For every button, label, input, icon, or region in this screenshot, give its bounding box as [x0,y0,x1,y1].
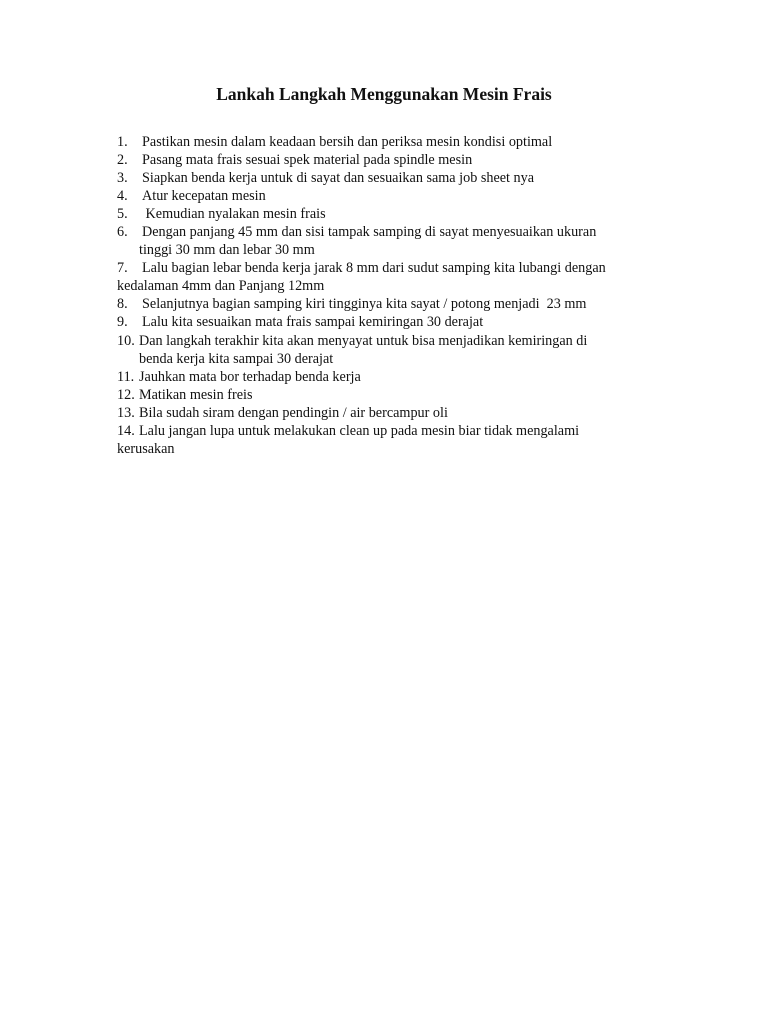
list-item [117,187,677,205]
list-item [117,404,677,422]
step-text: Matikan mesin freis [139,386,253,403]
step-number: 7. [117,260,128,277]
step-text: Selanjutnya bagian samping kiri tingginya kita sayat / potong menjadi 23 mm [142,296,587,313]
step-text: Atur kecepatan mesin [142,188,266,205]
list-item [117,133,677,151]
step-continuation: kerusakan [117,440,175,457]
step-number: 2. [117,152,128,169]
step-continuation: kedalaman 4mm dan Panjang 12mm [117,278,325,295]
step-text: Lalu jangan lupa untuk melakukan clean up pada mesin biar tidak mengalami [139,422,580,439]
step-text: Bila sudah siram dengan pendingin / air bercampur oli [139,404,448,421]
step-text: Pastikan mesin dalam keadaan bersih dan periksa mesin kondisi optimal [142,134,553,150]
step-continuation: tinggi 30 mm dan lebar 30 mm [139,242,315,259]
step-number: 3. [117,170,128,187]
list-item [117,205,677,223]
list-item [117,332,677,368]
list-item [117,151,677,169]
list-item [117,313,677,331]
step-number: 6. [117,224,128,241]
list-item [117,169,677,187]
step-number: 10. [117,332,135,349]
step-number: 11. [117,368,135,385]
step-number: 4. [117,188,128,205]
step-number: 12. [117,386,135,403]
step-number: 5. [117,206,128,223]
step-text: Siapkan benda kerja untuk di sayat dan sesuaikan sama job sheet nya [142,170,535,187]
step-text: Lalu kita sesuaikan mata frais sampai kemiringan 30 derajat [142,314,484,331]
steps-list [117,133,677,458]
step-text: Lalu bagian lebar benda kerja jarak 8 mm dari sudut samping kita lubangi dengan [142,260,606,277]
list-item [117,259,677,295]
step-number: 8. [117,296,128,313]
step-text: Jauhkan mata bor terhadap benda kerja [139,368,361,385]
list-item [117,295,677,313]
step-text: Kemudian nyalakan mesin frais [142,206,326,223]
step-text: Dengan panjang 45 mm dan sisi tampak samping di sayat menyesuaikan ukuran [142,224,597,241]
step-text: Pasang mata frais sesuai spek material pada spindle mesin [142,152,473,169]
list-item [117,422,677,458]
document-title: Lankah Langkah Menggunakan Mesin Frais [216,84,552,104]
list-item [117,223,677,259]
step-text: Dan langkah terakhir kita akan menyayat untuk bisa menjadikan kemiringan di [139,332,588,349]
step-number: 1. [117,134,128,150]
list-item [117,368,677,386]
step-number: 14. [117,422,135,439]
step-number: 13. [117,404,135,421]
step-number: 9. [117,314,128,331]
list-item [117,386,677,404]
step-continuation: benda kerja kita sampai 30 derajat [139,350,334,367]
